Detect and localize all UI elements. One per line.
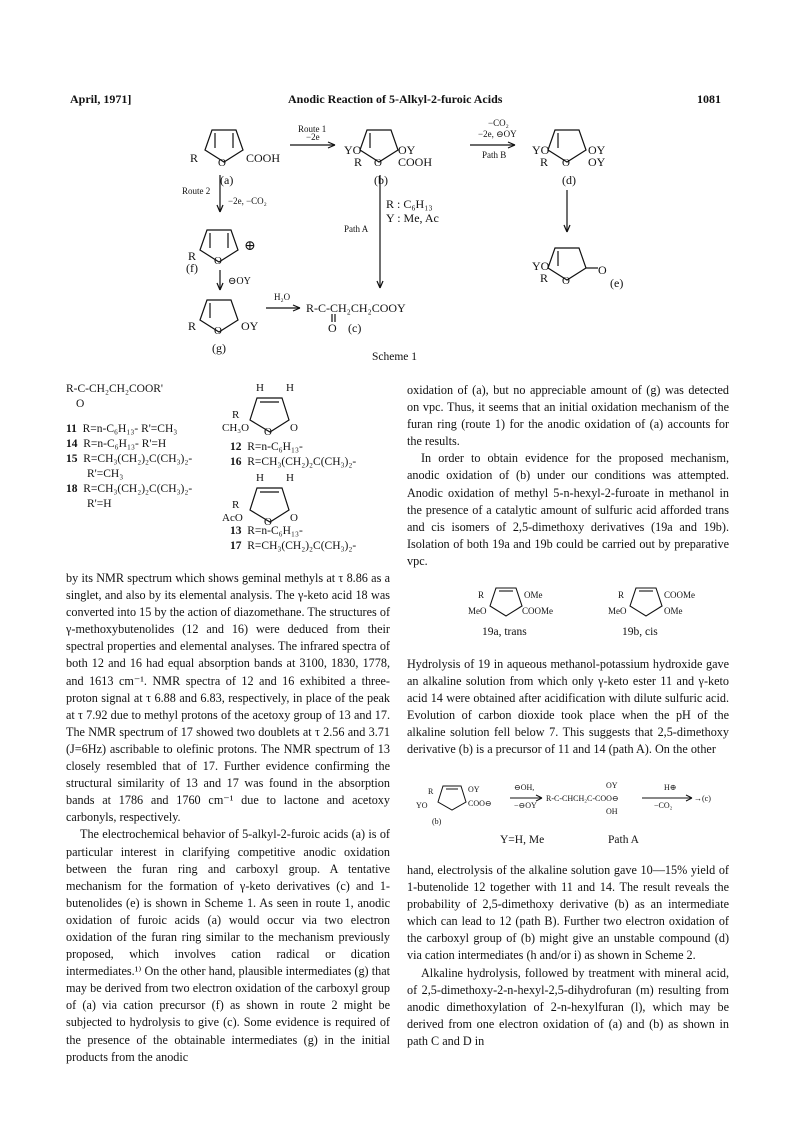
paragraph: Alkaline hydrolysis, followed by treatment with mineral acid, of 2,5-dimethoxy-2-n-hexyl-2,5-dihydrofuran (m) resulting from anodic dimethoxylation of 2-n-hexylfuran (l), which may be derived from one electron oxidation of (a) and (b) as shown in path C and D in (407, 965, 729, 1048)
svg-text:Path B: Path B (482, 150, 507, 160)
right-column-text-top (407, 382, 729, 570)
svg-text:−2e: −2e (306, 132, 320, 142)
compound-list-acetoxy (230, 524, 356, 554)
svg-text:YO: YO (344, 143, 362, 157)
svg-text:O: O (214, 255, 222, 267)
svg-text:R: R (190, 151, 199, 165)
label-a: (a) (220, 173, 234, 187)
meo-label-cis: MeO (608, 606, 627, 616)
scheme-1-diagram (0, 110, 793, 370)
svg-text:(e): (e) (610, 276, 624, 290)
svg-text:O: O (598, 263, 607, 277)
paragraph: hand, electrolysis of the alkaline solution gave 10—15% yield of 1-butenolide 12 together with 11 and 14. The result reveals the probability of 2,5-dimethoxy derivative (b) as an intermediate which can lead to 12 (path B). Further two electron oxidation of the carboxyl group of (b) might give an unstable compound (d) via cation intermediates (h and/or i) as shown in Scheme 2. (407, 863, 729, 963)
isomer-label-trans: 19a, trans (482, 626, 527, 638)
path-a-label-b: (b) (432, 817, 442, 826)
path-a-reagent-oy: −⊖OY (514, 801, 537, 810)
right-column-text-bottom (407, 862, 729, 1050)
svg-text:(g): (g) (212, 341, 226, 355)
svg-text:OY: OY (398, 143, 416, 157)
svg-text:O: O (374, 157, 382, 169)
svg-text:OY: OY (606, 781, 618, 790)
svg-text:COOH: COOH (398, 155, 433, 169)
svg-text:R: R (232, 409, 240, 421)
path-a-reagent-h: H⊕ (664, 783, 677, 792)
svg-text:COO⊖: COO⊖ (468, 799, 492, 808)
left-column-text (66, 570, 390, 1066)
svg-text:(b): (b) (374, 173, 388, 187)
svg-text:R-C-CH₂CH₂COOY: R-C-CH₂CH₂COOY (306, 301, 406, 315)
svg-text:H₂O: H₂O (274, 292, 291, 302)
svg-text:R : C₆H₁₃: R : C₆H₁₃ (386, 197, 433, 211)
paragraph: by its NMR spectrum which shows geminal methyls at τ 8.86 as a singlet, and also by its elemental analysis. The γ-keto acid 18 was converted into 15 by the action of diazomethane. The structures of γ-methoxybutenolides (12 and 16) were deduced from their spectral properties and elemental analyses. The infrared spectra of both 12 and 16 had equal absorption bands at 3100, 1830, 1778, and 1613 cm⁻¹. NMR spectra of 12 and 16 exhibited a three-proton signal at τ 6.88 and 6.83, respectively, in place of the peak at τ 7.92 due to methyl protons of the acetoxy group of 13 and 17. The NMR spectrum of 17 showed two doublets at τ 2.56 and 3.71 (J=6Hz) ascribable to olefinic protons. The NMR spectrum of 13 closely resembled that of 17. Further evidence confirming the structural similarity of 13 and 17 was found in the absorption bands at 1786 and 1760 cm⁻¹ due to lactone and acetoxy carbonyls, respectively. (66, 571, 390, 825)
running-header-left: April, 1971] (70, 92, 132, 106)
svg-text:R-C-CHCH₂C-COO⊖: R-C-CHCH₂C-COO⊖ (546, 794, 619, 803)
path-a-product: →(c) (694, 794, 711, 803)
svg-text:YO: YO (532, 259, 550, 273)
svg-text:H: H (286, 472, 294, 484)
page-number: 1081 (697, 92, 721, 106)
svg-text:−CO₂: −CO₂ (488, 118, 509, 128)
running-header-title: Anodic Reaction of 5-Alkyl-2-furoic Acids (288, 92, 503, 106)
svg-text:O: O (328, 321, 337, 335)
svg-text:YO: YO (416, 801, 428, 810)
path-a-caption-y: Y=H, Me (500, 834, 545, 846)
svg-text:O: O (290, 422, 298, 434)
svg-text:O: O (218, 157, 226, 169)
scheme-caption: Scheme 1 (372, 351, 418, 363)
compound-list-keto (66, 422, 192, 512)
svg-text:H: H (256, 382, 264, 394)
svg-text:R: R (540, 271, 549, 285)
compound-entry: 15 R=CH₃(CH₂)₂C(CH₃)₂- (66, 453, 193, 465)
paragraph: Hydrolysis of 19 in aqueous methanol-potassium hydroxide gave an alkaline solution from which only γ-keto ester 11 and γ-keto acid 14 were obtained after acidification with dilute sulfuric acid. Evolution of carbon dioxide took place when the pH of the alkaline solution fell below 7. This suggests that 2,5-dimethoxy derivative (b) is a precursor of 11 and 14 (path A). On the other (407, 657, 729, 757)
svg-text:OY: OY (588, 155, 606, 169)
r-label-trans: R (478, 590, 485, 600)
svg-text:Route 2: Route 2 (182, 186, 211, 196)
svg-text:R: R (188, 249, 197, 263)
svg-text:O: O (562, 157, 570, 169)
svg-text:CH₃O: CH₃O (222, 422, 250, 434)
svg-text:Y : Me, Ac: Y : Me, Ac (386, 211, 439, 225)
path-a-reagent-co2: −CO₂ (654, 801, 673, 810)
svg-text:O: O (290, 512, 298, 524)
compound-entry: 11 R=n-C₆H₁₃- R'=CH₃ (66, 423, 178, 435)
svg-text:R: R (354, 155, 363, 169)
svg-text:⊖OY: ⊖OY (228, 276, 251, 287)
ome-label-cis: OMe (664, 606, 683, 616)
right-column-text-mid (407, 656, 729, 759)
compound-entry: 17 R=CH₃(CH₂)₂C(CH₃)₂- (230, 540, 357, 552)
svg-text:H: H (286, 382, 294, 394)
paragraph: The electrochemical behavior of 5-alkyl-2-furoic acids (a) is of particular interest in clarifying competitive anodic oxidation between the furan ring and carboxyl group. A tentative mechanism for the formation of γ-keto derivatives (c) and 1-butenolides (e) is shown in Scheme 1. As seen in route 1, anodic oxidation of furoic acids (a) would occur via two electron oxidation of the furan ring similar to the mechanism previously proposed, which involves cation radical or dication intermediates.¹⁾ On the other hand, plausible intermediates (g) that may be derived from two electron oxidation of the carboxyl group of (a) via cation precursor (f) as shown in route 2 might be subjected to hydrolysis to give (c). Some evidence is required of the presence of the obtainable intermediates (g) in the initial products from the anodic (66, 827, 390, 1064)
svg-text:O: O (562, 275, 570, 287)
svg-text:AcO: AcO (222, 512, 243, 524)
svg-text:YO: YO (532, 143, 550, 157)
svg-text:Path A: Path A (344, 224, 369, 234)
compound-formula-keto: R-C-CH₂CH₂COOR' O (66, 383, 163, 410)
compound-list-methoxy (230, 440, 356, 470)
coome-label-trans: COOMe (522, 606, 553, 616)
svg-text:(d): (d) (562, 173, 576, 187)
svg-text:OY: OY (588, 143, 606, 157)
meo-label-trans: MeO (468, 606, 487, 616)
svg-text:Route 1: Route 1 (298, 124, 327, 134)
compound-entry: 14 R=n-C₆H₁₃- R'=H (66, 438, 167, 450)
compound-entry: 16 R=CH₃(CH₂)₂C(CH₃)₂- (230, 456, 357, 468)
svg-text:⊕: ⊕ (244, 239, 256, 254)
compound-entry: R'=CH₃ (87, 468, 124, 480)
coome-label-cis: COOMe (664, 590, 695, 600)
svg-text:R: R (232, 499, 240, 511)
svg-text:R: R (540, 155, 549, 169)
compound-entry: R'=H (87, 498, 112, 510)
svg-text:O: O (264, 426, 272, 438)
path-a-diagram (410, 778, 730, 828)
svg-text:O: O (264, 516, 272, 528)
svg-text:OY: OY (241, 319, 259, 333)
svg-text:OY: OY (468, 785, 480, 794)
compound-entry: 12 R=n-C₆H₁₃- (230, 441, 303, 453)
isomer-label-cis: 19b, cis (622, 626, 658, 638)
svg-text:O: O (214, 325, 222, 337)
svg-text:H: H (256, 472, 264, 484)
path-a-caption: Path A (608, 834, 639, 846)
compound-entry: 13 R=n-C₆H₁₃- (230, 525, 303, 537)
svg-text:(c): (c) (348, 321, 362, 335)
svg-text:R: R (428, 787, 434, 796)
svg-text:OH: OH (606, 807, 618, 816)
svg-text:−2e, ⊖OY: −2e, ⊖OY (478, 129, 517, 139)
paragraph: oxidation of (a), but no appreciable amount of (g) was detected on vpc. Thus, it seems that an initial oxidation mechanism of the furan ring (route 1) for the anodic oxidation of (a) accounts for the results. (407, 383, 729, 449)
svg-text:−2e, −CO₂: −2e, −CO₂ (228, 196, 267, 206)
ome-label-trans: OMe (524, 590, 543, 600)
svg-text:R: R (188, 319, 197, 333)
paragraph: In order to obtain evidence for the proposed mechanism, anodic oxidation of (b) under our conditions was attempted. Anodic oxidation of methyl 5-n-hexyl-2-furoate in methanol in the presence of a catalytic amount of sulfuric acid afforded trans and cis isomers of 2,5-dimethoxy derivatives (19a and 19b). Isolation of both 19a and 19b could be carried out by preparative vpc. (407, 451, 729, 568)
path-a-reagent-oh: ⊖OH, (514, 783, 535, 792)
r-label-cis: R (618, 590, 625, 600)
compound-entry: 18 R=CH₃(CH₂)₂C(CH₃)₂- (66, 483, 193, 495)
svg-text:(f): (f) (186, 261, 198, 275)
svg-text:COOH: COOH (246, 151, 281, 165)
